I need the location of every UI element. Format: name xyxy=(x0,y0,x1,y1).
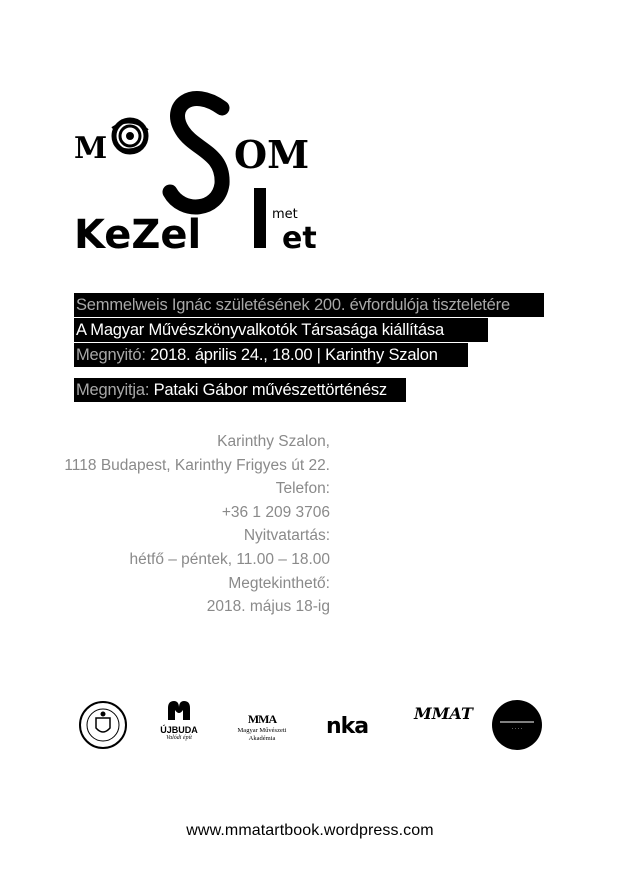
mma-text: MMA xyxy=(247,712,277,726)
until-label: Megtekinthető: xyxy=(228,574,330,592)
title-et: et xyxy=(282,221,317,256)
mma-sub: Magyar Művészeti Akadémia xyxy=(237,727,287,742)
ujbuda-icon xyxy=(166,700,192,720)
sponsor-logos xyxy=(0,700,620,760)
opening-value: 2018. április 24., 18.00 | Karinthy Szalon xyxy=(150,346,438,364)
nka-logo: nka xyxy=(326,714,369,739)
seal-logo-icon xyxy=(78,700,128,750)
mmat-logo: MMAT xyxy=(414,704,473,723)
title-line2: KeZel xyxy=(74,212,202,258)
opening-band xyxy=(74,343,468,367)
ujbuda-logo xyxy=(158,700,200,741)
title-m1: M xyxy=(74,131,108,166)
mma-logo xyxy=(228,712,296,743)
venue: Karinthy Szalon, xyxy=(217,433,330,450)
title-om: OM xyxy=(234,132,310,177)
address: 1118 Budapest, Karinthy Frigyes út 22. xyxy=(64,456,330,474)
subtitle-band-1: Semmelweis Ignác születésének 200. évfordulója tiszteletére xyxy=(74,293,544,317)
phone-label: Telefon: xyxy=(275,480,330,498)
scribble-o-icon xyxy=(112,120,148,152)
bar-glyph xyxy=(254,188,266,248)
phone: +36 1 209 3706 xyxy=(221,503,330,521)
until: 2018. május 18-ig xyxy=(206,598,330,616)
ujbuda-sub: Valódi épít xyxy=(166,735,192,741)
title-line2-small: met xyxy=(272,207,298,222)
info-block xyxy=(64,430,330,619)
opener-band xyxy=(74,378,406,402)
big-s-glyph xyxy=(170,99,222,207)
title-artwork xyxy=(72,88,337,260)
dark-circle-logo-icon xyxy=(492,700,542,750)
svg-text:· · · ·: · · · · xyxy=(511,726,523,732)
subtitle-band-2: A Magyar Művészkönyvalkotók Társasága kiállítása xyxy=(74,318,488,342)
ujbuda-text: ÚJBUDA xyxy=(160,725,198,735)
website-url[interactable]: www.mmatartbook.wordpress.com xyxy=(186,822,434,839)
hours: hétfő – péntek, 11.00 – 18.00 xyxy=(129,550,330,568)
hours-label: Nyitvatartás: xyxy=(243,527,330,545)
opener-label: Megnyitja: xyxy=(76,381,150,399)
opener-value: Pataki Gábor művészettörténész xyxy=(153,381,387,399)
opening-label: Megnyitó: xyxy=(76,346,146,364)
